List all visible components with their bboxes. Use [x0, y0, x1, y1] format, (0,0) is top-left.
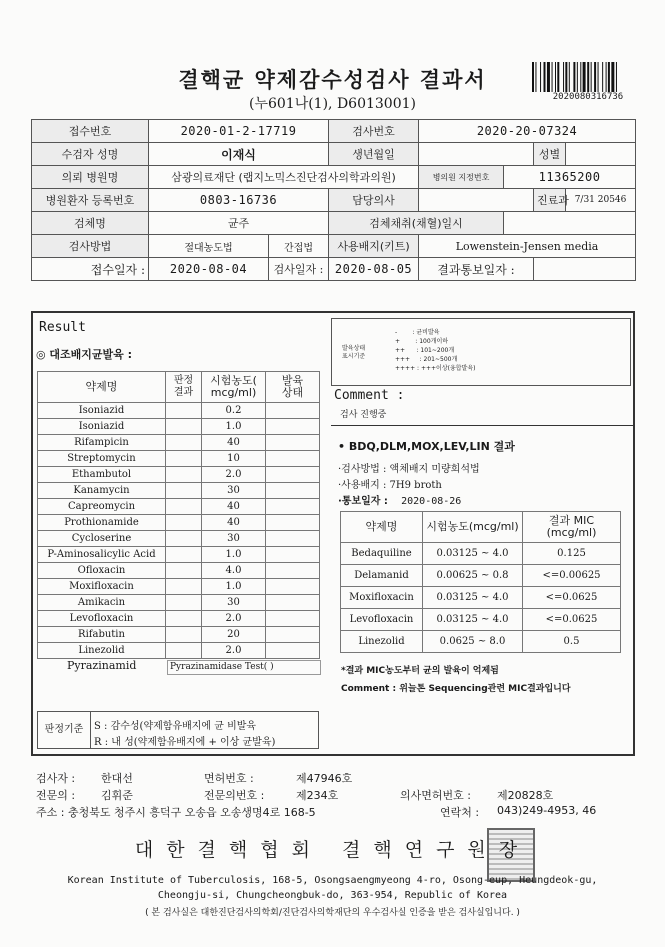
drug-concentration: 40	[202, 499, 266, 515]
barcode-bar	[544, 62, 546, 92]
drug-result	[166, 515, 202, 531]
hospital-patient-no: 0803-16736	[149, 189, 329, 212]
drug-concentration: 2.0	[202, 643, 266, 659]
barcode-bar	[591, 62, 592, 92]
contact-number: 043)249-4953, 46	[497, 804, 597, 817]
mic-result: 0.5	[523, 631, 621, 653]
drug-row	[38, 563, 320, 579]
patient-name-label: 수검자 성명	[32, 143, 149, 166]
legend-side-line-2: 표시기준	[342, 353, 366, 360]
mic-row	[341, 631, 621, 653]
drug-result	[166, 531, 202, 547]
barcode-bar	[573, 62, 575, 92]
doctor-license: 제20828호	[497, 789, 554, 802]
mic-note: *결과 MIC농도부터 균의 발육이 억제됨	[341, 666, 499, 676]
legend-line-3: ++ : 101~200개	[395, 347, 455, 354]
hospital-patient-no-label: 병원환자 등록번호	[32, 189, 149, 212]
comment-text: 검사 진행중	[340, 410, 387, 420]
barcode-bar	[547, 62, 550, 92]
legend-lines	[395, 328, 476, 373]
received-date-label: 접수일자 :	[32, 258, 149, 281]
specialist-name: 김휘준	[101, 789, 133, 802]
doctor-label: 담당의사	[329, 189, 419, 212]
drug-result	[166, 435, 202, 451]
drug-growth	[266, 451, 320, 467]
barcode-bar	[535, 62, 536, 92]
drug-growth	[266, 643, 320, 659]
barcode-bar	[598, 62, 599, 92]
organization-korean: 대한결핵협회 결핵연구원장	[134, 839, 531, 861]
mic-col-result: 결과 MIC (mcg/ml)	[523, 512, 621, 543]
barcode-bar	[557, 62, 559, 92]
organization-english-2: Cheongju-si, Chungcheongbuk-do, 363-954, Republic of Korea	[157, 890, 508, 901]
drug-concentration: 1.0	[202, 419, 266, 435]
medium-label: 사용배지(키트)	[329, 235, 419, 258]
medium-value: Lowenstein-Jensen media	[419, 235, 636, 258]
drug-name: Cycloserine	[38, 531, 166, 547]
barcode-bar	[616, 62, 617, 92]
barcode-bar	[580, 62, 581, 92]
drug-concentration: 30	[202, 595, 266, 611]
drug-name: Levofloxacin	[38, 611, 166, 627]
report-date-value	[534, 258, 636, 281]
drug-result	[166, 467, 202, 483]
drug-row	[38, 515, 320, 531]
birthdate-value	[419, 143, 534, 166]
barcode-bar	[611, 62, 614, 92]
col-concentration: 시험농도( mcg/ml)	[202, 372, 266, 403]
drug-row	[38, 483, 320, 499]
drug-name: Isoniazid	[38, 419, 166, 435]
drug-row	[38, 547, 320, 563]
drug-name: Amikacin	[38, 595, 166, 611]
mic-range: 0.00625 ~ 0.8	[423, 565, 523, 587]
drug-growth	[266, 563, 320, 579]
method-label: 검사방법	[32, 235, 149, 258]
legend-line-5: ++++ : +++이상(융합발육)	[395, 365, 476, 372]
mic-report-date-label: ·통보일자 :	[338, 496, 388, 507]
control-label: ◎ 대조배지균발육 :	[36, 348, 133, 361]
legend-line-2: + : 100개이하	[395, 338, 449, 345]
barcode-bar	[565, 62, 567, 92]
legend-line-4: +++ : 201~500개	[395, 356, 458, 363]
barcode	[532, 62, 644, 92]
barcode-bar	[594, 62, 596, 92]
legend-side-label	[342, 345, 365, 361]
criteria-s: S : 감수성(약제함유배지에 균 비발육	[94, 721, 257, 732]
test-no-label: 검사번호	[329, 120, 419, 143]
mic-medium: ·사용배지 : 7H9 broth	[338, 480, 442, 491]
patient-info-table	[31, 119, 636, 281]
drug-concentration: 2.0	[202, 467, 266, 483]
drug-row	[38, 643, 320, 659]
drug-row	[38, 499, 320, 515]
drug-growth	[266, 403, 320, 419]
department-label: 진료과	[534, 189, 566, 212]
drug-row	[38, 435, 320, 451]
drug-concentration: 4.0	[202, 563, 266, 579]
form-code: (누601나(1), D6013001)	[248, 96, 416, 112]
legend-line-1: - : 균비발육	[395, 329, 440, 336]
mic-range: 0.03125 ~ 4.0	[423, 609, 523, 631]
barcode-bar	[555, 62, 556, 92]
col-result: 판정 결과	[166, 372, 202, 403]
drug-name: Moxifloxacin	[38, 579, 166, 595]
mic-row	[341, 543, 621, 565]
barcode-graphic	[532, 62, 644, 92]
drug-result	[166, 643, 202, 659]
mic-title: • BDQ,DLM,MOX,LEV,LIN 결과	[338, 440, 515, 453]
barcode-bar	[540, 62, 541, 92]
drug-concentration: 1.0	[202, 579, 266, 595]
drug-row	[38, 467, 320, 483]
drug-concentration: 40	[202, 515, 266, 531]
hospital-label: 의뢰 병원명	[32, 166, 149, 189]
mic-table	[340, 511, 621, 653]
drug-name: Kanamycin	[38, 483, 166, 499]
barcode-number: 2020080316736	[552, 92, 624, 102]
drug-result	[166, 419, 202, 435]
right-panel-divider	[331, 425, 633, 426]
hospital-name: 삼광의료재단 (랩지노믹스진단검사의학과의원)	[149, 166, 419, 189]
criteria-r: R : 내 성(약제함유배지에 + 이상 균발육)	[94, 737, 276, 748]
drug-name: Rifampicin	[38, 435, 166, 451]
mic-result: <=0.0625	[523, 587, 621, 609]
mic-drug-name: Bedaquiline	[341, 543, 423, 565]
drug-result	[166, 611, 202, 627]
drug-concentration: 2.0	[202, 611, 266, 627]
mic-comment: Comment : 위늘톤 Sequencing관련 MIC결과입니다	[341, 684, 571, 694]
mic-range: 0.0625 ~ 8.0	[423, 631, 523, 653]
comment-label: Comment :	[334, 388, 405, 403]
drug-growth	[266, 515, 320, 531]
specialist-no: 제234호	[296, 789, 339, 802]
mic-report-date-row	[338, 492, 461, 507]
barcode-bar	[606, 62, 607, 92]
method-value-2: 간접법	[269, 235, 329, 258]
drug-result	[166, 563, 202, 579]
drug-growth	[266, 483, 320, 499]
drug-name: P-Aminosalicylic Acid	[38, 547, 166, 563]
barcode-bar	[569, 62, 570, 92]
barcode-bar	[587, 62, 589, 92]
drug-result	[166, 483, 202, 499]
mic-range: 0.03125 ~ 4.0	[423, 543, 523, 565]
criteria-box	[37, 711, 319, 749]
barcode-bar	[583, 62, 586, 92]
drug-concentration: 1.0	[202, 547, 266, 563]
drug-growth	[266, 611, 320, 627]
result-label: Result	[39, 320, 86, 335]
drug-growth	[266, 419, 320, 435]
drug-result	[166, 499, 202, 515]
drug-growth	[266, 499, 320, 515]
drug-concentration: 10	[202, 451, 266, 467]
inspector-name: 한대선	[101, 772, 133, 785]
growth-legend	[331, 318, 631, 386]
mic-drug-name: Linezolid	[341, 631, 423, 653]
drug-growth	[266, 547, 320, 563]
criteria-label: 판정기준	[38, 712, 91, 748]
mic-col-drug: 약제명	[341, 512, 423, 543]
organization-english-1: Korean Institute of Tuberculosis, 168-5, Osongsaengmyeong 4-ro, Osong-eup, Heungdeok-gu,	[67, 875, 598, 886]
drug-growth	[266, 627, 320, 643]
drug-concentration: 20	[202, 627, 266, 643]
legend-side-line-1: 발육상태	[342, 345, 366, 352]
drug-result	[166, 451, 202, 467]
drug-name: Streptomycin	[38, 451, 166, 467]
drug-name: Linezolid	[38, 643, 166, 659]
license-label: 면허번호 :	[204, 772, 254, 785]
license-number: 제47946호	[296, 772, 353, 785]
reception-no-label: 접수번호	[32, 120, 149, 143]
certification-note: ( 본 검사실은 대한진단검사의학회/진단검사의학재단의 우수검사실 인증을 받은 검사실입니다. )	[145, 908, 520, 918]
drug-growth	[266, 595, 320, 611]
mic-range: 0.03125 ~ 4.0	[423, 587, 523, 609]
mic-result: 0.125	[523, 543, 621, 565]
drug-row	[38, 595, 320, 611]
method-value: 절대농도법	[149, 235, 269, 258]
mic-method: ·검사방법 : 액체배지 미량희석법	[338, 464, 480, 475]
specimen-value: 균주	[149, 212, 329, 235]
test-no: 2020-20-07324	[419, 120, 636, 143]
mic-drug-name: Delamanid	[341, 565, 423, 587]
drug-row	[38, 451, 320, 467]
specialist-no-label: 전문의번호 :	[204, 789, 265, 802]
hospital-code-label: 병의원 지정번호	[419, 166, 504, 189]
barcode-bar	[532, 62, 534, 92]
drug-concentration: 30	[202, 531, 266, 547]
mic-drug-name: Levofloxacin	[341, 609, 423, 631]
col-drug-name: 약제명	[38, 372, 166, 403]
birthdate-label: 생년월일	[329, 143, 419, 166]
col-growth: 발육 상태	[266, 372, 320, 403]
doctor-license-label: 의사면허번호 :	[400, 789, 471, 802]
barcode-bar	[608, 62, 610, 92]
mic-rows	[341, 543, 621, 653]
drug-growth	[266, 467, 320, 483]
document-title: 결핵균 약제감수성검사 결과서	[178, 68, 487, 92]
doctor-value	[419, 189, 534, 212]
patient-name: 이재식	[149, 143, 329, 166]
drug-row	[38, 579, 320, 595]
drug-result	[166, 595, 202, 611]
drug-result	[166, 403, 202, 419]
department-value: 7/31 20546	[566, 189, 636, 212]
barcode-bar	[552, 62, 553, 92]
mic-drug-name: Moxifloxacin	[341, 587, 423, 609]
inspector-label: 검사자 :	[36, 772, 76, 785]
pyrazinamid-row	[37, 660, 319, 674]
drug-name: Prothionamide	[38, 515, 166, 531]
drug-result	[166, 579, 202, 595]
hospital-code: 11365200	[504, 166, 636, 189]
test-date-label: 검사일자 :	[269, 258, 329, 281]
mic-row	[341, 565, 621, 587]
received-date: 2020-08-04	[149, 258, 269, 281]
mic-result: <=0.0625	[523, 609, 621, 631]
drug-row	[38, 531, 320, 547]
pyrazinamidase-test: Pyrazinamidase Test( )	[167, 660, 321, 675]
mic-col-range: 시험농도(mcg/ml)	[423, 512, 523, 543]
drug-result	[166, 547, 202, 563]
drug-growth	[266, 579, 320, 595]
reception-no: 2020-01-2-17719	[149, 120, 329, 143]
drug-concentration: 40	[202, 435, 266, 451]
susceptibility-table	[37, 371, 320, 659]
barcode-bar	[602, 62, 603, 92]
mic-row	[341, 587, 621, 609]
test-date: 2020-08-05	[329, 258, 419, 281]
specimen-label: 검체명	[32, 212, 149, 235]
contact-label: 연락처 :	[440, 806, 480, 819]
report-date-label: 결과통보일자 :	[419, 258, 534, 281]
drug-name: Rifabutin	[38, 627, 166, 643]
barcode-bar	[563, 62, 564, 92]
mic-row	[341, 609, 621, 631]
sex-value	[566, 143, 636, 166]
drug-growth	[266, 435, 320, 451]
drug-concentration: 30	[202, 483, 266, 499]
susceptibility-rows	[38, 403, 320, 659]
drug-result	[166, 627, 202, 643]
specialist-label: 전문의 :	[36, 789, 76, 802]
mic-report-date: 2020-08-26	[401, 496, 462, 507]
drug-name: Ofloxacin	[38, 563, 166, 579]
address: 주소 : 충청북도 청주시 흥덕구 오송읍 오송생명4로 168-5	[36, 806, 316, 819]
drug-name: Ethambutol	[38, 467, 166, 483]
drug-row	[38, 419, 320, 435]
drug-concentration: 0.2	[202, 403, 266, 419]
pyrazinamid-name: Pyrazinamid	[67, 659, 137, 672]
drug-growth	[266, 531, 320, 547]
drug-name: Capreomycin	[38, 499, 166, 515]
sex-label: 성별	[534, 143, 566, 166]
drug-row	[38, 403, 320, 419]
mic-result: <=0.00625	[523, 565, 621, 587]
collection-date-value	[504, 212, 636, 235]
drug-row	[38, 611, 320, 627]
collection-date-label: 검체채취(채혈)일시	[329, 212, 504, 235]
drug-name: Isoniazid	[38, 403, 166, 419]
barcode-bar	[577, 62, 578, 92]
drug-row	[38, 627, 320, 643]
